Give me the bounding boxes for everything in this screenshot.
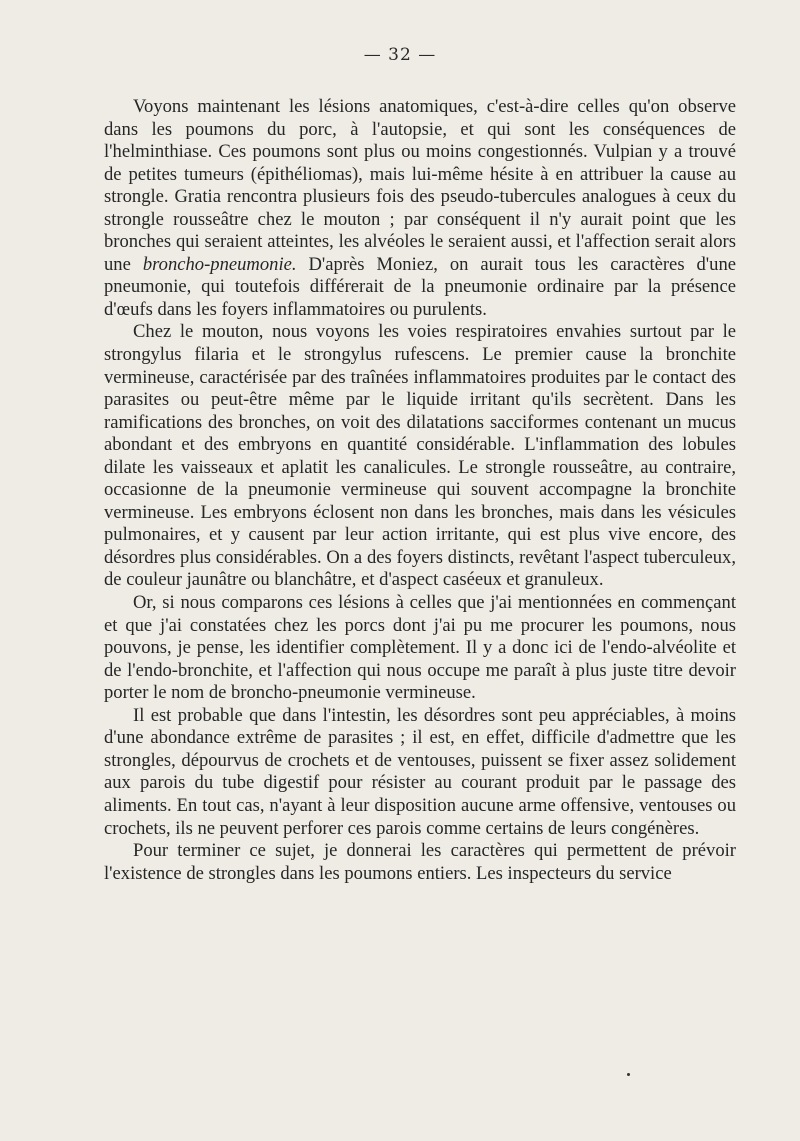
paragraph-4: Il est probable que dans l'intestin, les désordres sont peu appréciables, à moins d'une abondance extrême de parasites ; il est, en effet, difficile d'admettre que les strongles, dépourvus de crochets et de ventouses, puissent se fixer assez solidement aux parois du tube digestif pour résister au courant produit par le passage des aliments. En tout cas, n'ayant à leur disposition aucune arme offensive, ventouses ou crochets, ils ne peuvent perforer ces parois comme certains de leurs congénères. bbox=[104, 704, 736, 839]
body-text bbox=[104, 96, 736, 885]
page-number: — 32 — bbox=[363, 45, 437, 65]
paragraph-1-emphasis: broncho-pneumonie. bbox=[142, 253, 297, 275]
ink-speck bbox=[627, 1073, 630, 1076]
paragraph-1-text-start: Voyons maintenant les lésions anatomiques, c'est-à-dire celles qu'on observe dans les poumons du porc, à l'autopsie, et qui sont les conséquences de l'helminthiase. Ces poumons sont plus ou moins congestionnés. Vulpian y a trouvé de petites tumeurs (épithéliomas), mais lui-même hésite à en attribuer la cause au strongle. Gratia rencontra plusieurs fois des pseudo-tubercules analogues à ceux du strongle rousseâtre chez le mouton ; par conséquent il n'y aurait point que les bronches qui seraient atteintes, les alvéoles le seraient aussi, et l'affection serait alors une bbox=[104, 96, 736, 275]
paragraph-3: Or, si nous comparons ces lésions à celles que j'ai mentionnées en commençant et que j'ai constatées chez les porcs dont j'ai pu me procurer les poumons, nous pouvons, je pense, les identifier complètement. Il y a donc ici de l'endo-alvéolite et de l'endo-bronchite, et l'affection qui nous occupe me paraît à plus juste titre devoir porter le nom de broncho-pneumonie vermineuse. bbox=[104, 592, 736, 704]
paragraph-2: Chez le mouton, nous voyons les voies respiratoires envahies surtout par le strongylus filaria et le strongylus rufescens. Le premier cause la bronchite vermineuse, caractérisée par des traînées inflammatoires produites par le contact des parasites ou peut-être même par le liquide irritant qu'ils secrètent. Dans les ramifications des bronches, on voit des dilatations sacciformes contenant un mucus abondant et des embryons en quantité considérable. L'inflammation des lobules dilate les vaisseaux et aplatit les canalicules. Le strongle rousseâtre, au contraire, occasionne de la pneumonie vermineuse qui souvent accompagne la bronchite vermineuse. Les embryons éclosent non dans les bronches, mais dans les vésicules pulmonaires, et y causent par leur action irritante, qui est plus vive encore, des désordres plus considérables. On a des foyers distincts, revêtant l'aspect tuberculeux, de couleur jaunâtre ou blanchâtre, et d'aspect caséeux et granuleux. bbox=[104, 321, 736, 591]
paragraph-1 bbox=[104, 96, 736, 321]
paragraph-1-text-end: D'après Moniez, on aurait tous les caractères d'une pneumonie, qui toutefois différerait de la pneumonie ordinaire par la présence d'œufs dans les foyers inflammatoires ou purulents. bbox=[104, 253, 736, 320]
paragraph-5: Pour terminer ce sujet, je donnerai les caractères qui permettent de prévoir l'existence de strongles dans les poumons entiers. Les inspecteurs du service bbox=[104, 840, 736, 884]
